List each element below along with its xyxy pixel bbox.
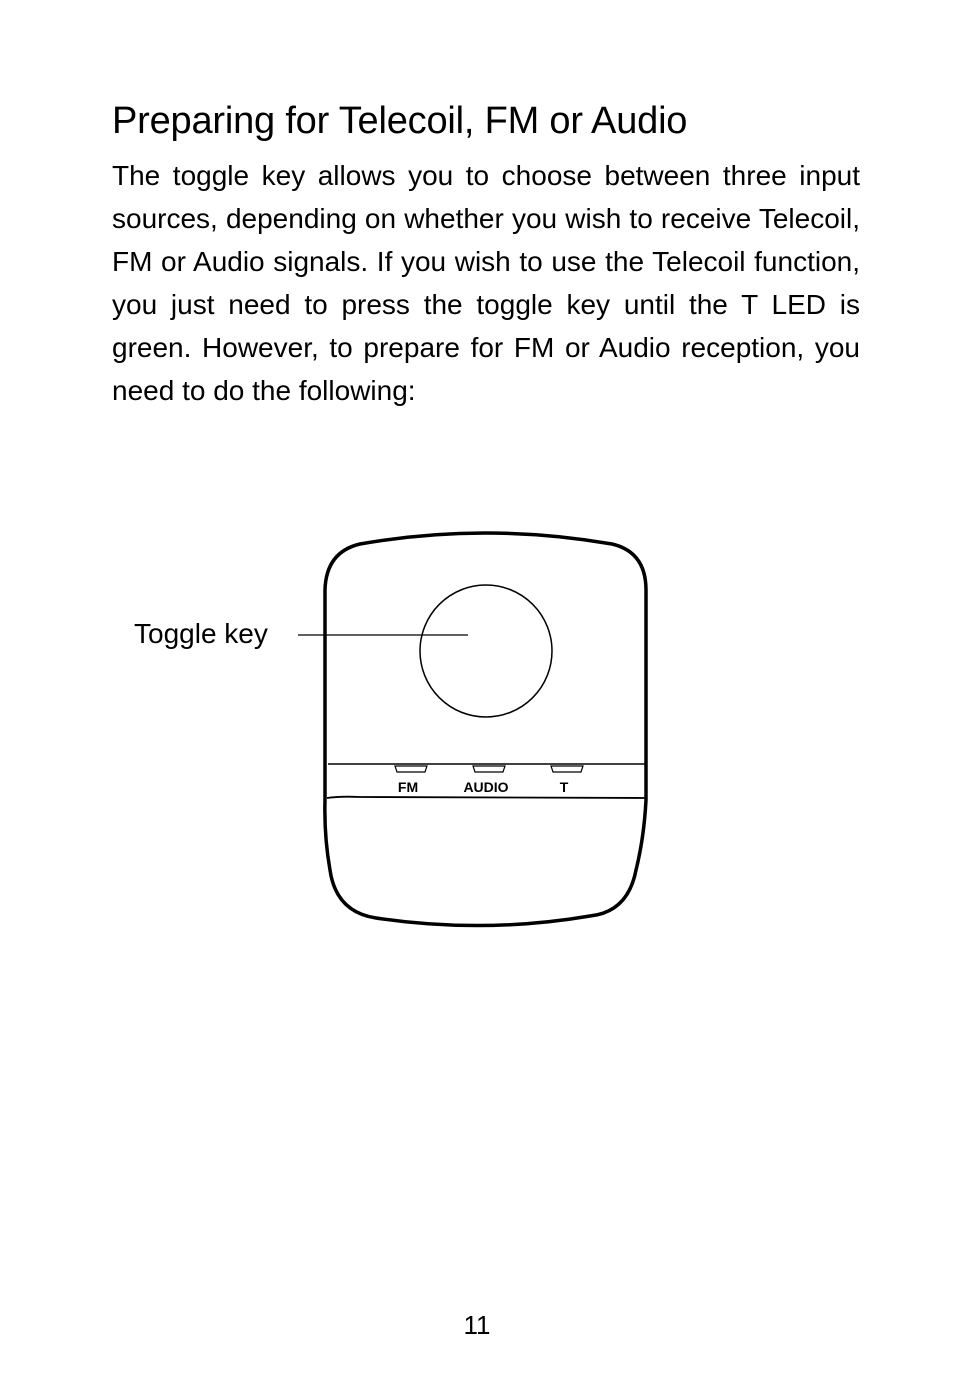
- led-strip-bottom-line: [327, 797, 647, 798]
- page-number: 11: [463, 1310, 491, 1340]
- toggle-key-circle: [420, 585, 552, 717]
- led-label-t: T: [559, 779, 569, 795]
- led-indicator-t: [551, 766, 583, 772]
- led-indicator-fm: [395, 766, 427, 772]
- led-label-fm: FM: [397, 779, 419, 795]
- led-indicator-audio: [473, 766, 505, 772]
- toggle-key-label: Toggle key: [134, 618, 268, 649]
- body-paragraph: The toggle key allows you to choose between three input sources, depending on whether you wish to receive Telecoil, FM or Audio signals. If you wish to use the Telecoil function, you just need to press the toggle key until the T LED is green. However, to prepare for FM or Audio reception, you need to do the following:: [112, 160, 860, 406]
- device-body-outline: [325, 533, 646, 926]
- led-label-audio: AUDIO: [463, 779, 509, 795]
- page-title: Preparing for Telecoil, FM or Audio: [112, 100, 688, 142]
